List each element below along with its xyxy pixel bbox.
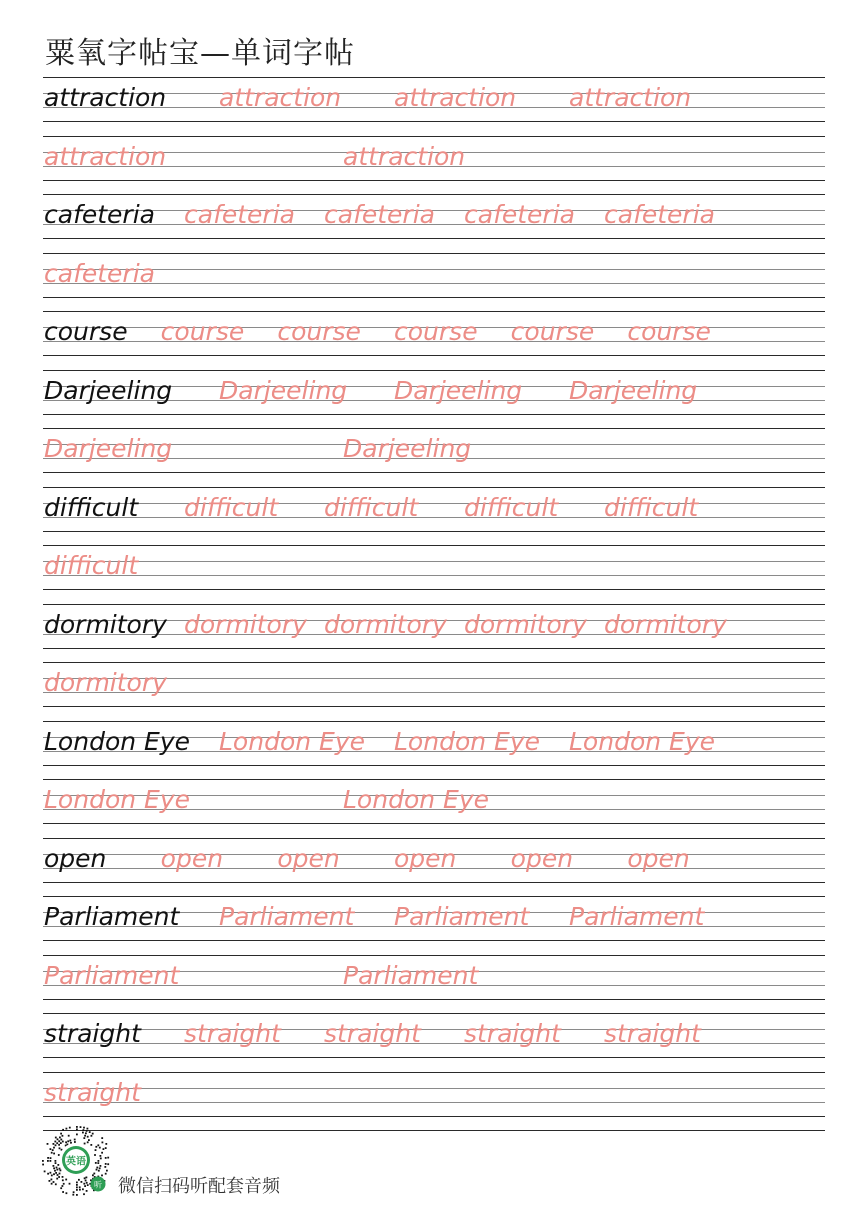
ruling-line (43, 283, 825, 284)
ruling-line (43, 648, 825, 649)
model-word: Parliament (44, 902, 180, 931)
trace-word: difficult (44, 551, 139, 580)
ruling-line (43, 721, 825, 722)
ruling-line (43, 999, 825, 1000)
practice-row (43, 604, 825, 663)
trace-word: London Eye (343, 785, 489, 814)
trace-word: London Eye (569, 726, 715, 756)
practice-row (43, 545, 825, 604)
model-word: difficult (44, 492, 139, 522)
ruling-line (43, 370, 825, 371)
trace-word: difficult (464, 492, 559, 522)
ruling-line (43, 561, 825, 562)
ruling-line (43, 940, 825, 941)
ruling-line (43, 194, 825, 195)
qr-badge-text: 英语 (66, 1156, 86, 1168)
ruling-line (43, 1088, 825, 1089)
trace-word: Darjeeling (44, 434, 173, 463)
trace-word: difficult (184, 492, 279, 522)
ruling-line (43, 604, 825, 605)
trace-word: straight (44, 1077, 141, 1107)
ruling-line (43, 1029, 825, 1030)
trace-word: Parliament (44, 960, 180, 990)
ruling-line (43, 823, 825, 824)
practice-row (43, 311, 825, 370)
trace-word: course (160, 317, 245, 346)
practice-row (43, 487, 825, 546)
ruling-line (43, 955, 825, 956)
ruling-line (43, 838, 825, 839)
trace-word: cafeteria (184, 200, 295, 229)
ruling-line (43, 706, 825, 707)
model-word: dormitory (44, 609, 167, 639)
trace-word: open (394, 843, 457, 873)
practice-row (43, 77, 825, 136)
ruling-line (43, 1116, 825, 1117)
model-word: attraction (44, 83, 167, 112)
ruling-line (43, 487, 825, 488)
model-word: cafeteria (44, 200, 155, 229)
ruling-line (43, 238, 825, 239)
practice-row (43, 955, 825, 1014)
practice-row (43, 896, 825, 955)
practice-row (43, 370, 825, 429)
ruling-line (43, 575, 825, 576)
trace-word: cafeteria (44, 258, 155, 288)
practice-row (43, 253, 825, 312)
trace-word: Darjeeling (343, 434, 472, 463)
trace-word: straight (184, 1019, 281, 1048)
practice-row (43, 721, 825, 780)
trace-word: cafeteria (324, 200, 435, 229)
trace-word: dormitory (464, 609, 587, 639)
trace-word: open (160, 843, 224, 873)
trace-word: open (627, 843, 690, 873)
trace-word: London Eye (219, 726, 365, 756)
trace-word: dormitory (604, 609, 727, 639)
trace-word: course (277, 317, 361, 346)
practice-row (43, 779, 825, 838)
ruling-line (43, 1013, 825, 1014)
ruling-line (43, 1057, 825, 1058)
ruling-line (43, 355, 825, 356)
ruling-line (43, 121, 825, 122)
ruling-line (43, 77, 825, 78)
trace-word: difficult (604, 492, 699, 522)
trace-word: open (277, 843, 340, 873)
trace-word: dormitory (44, 668, 167, 697)
ruling-line (43, 896, 825, 897)
trace-word: open (510, 843, 574, 873)
model-word: London Eye (44, 726, 190, 756)
trace-word: straight (604, 1019, 701, 1048)
trace-word: Darjeeling (394, 375, 523, 405)
trace-word: Parliament (343, 960, 479, 990)
trace-word: cafeteria (604, 200, 715, 229)
trace-word: dormitory (324, 609, 447, 639)
ruling-line (43, 779, 825, 780)
trace-word: attraction (219, 83, 342, 112)
footer (40, 1126, 360, 1206)
trace-word: Darjeeling (219, 375, 348, 405)
model-word: course (44, 317, 128, 346)
ruling-line (43, 269, 825, 270)
practice-sheet (43, 77, 825, 1130)
practice-row (43, 194, 825, 253)
trace-word: London Eye (394, 726, 540, 756)
practice-row (43, 428, 825, 487)
ruling-line (43, 1102, 825, 1103)
trace-word: attraction (394, 83, 517, 112)
ruling-line (43, 253, 825, 254)
trace-word: course (627, 317, 711, 346)
trace-word: attraction (44, 141, 167, 171)
trace-word: Darjeeling (569, 375, 698, 405)
trace-word: Parliament (219, 902, 355, 931)
ruling-line (43, 662, 825, 663)
ruling-line (43, 414, 825, 415)
practice-row (43, 838, 825, 897)
ruling-line (43, 545, 825, 546)
page-title: 粟氧字帖宝—单词字帖 (45, 36, 355, 71)
trace-word: Parliament (394, 902, 530, 931)
ruling-line (43, 1043, 825, 1044)
trace-word: straight (324, 1019, 421, 1048)
trace-word: attraction (569, 83, 692, 112)
ruling-line (43, 882, 825, 883)
model-word: straight (44, 1019, 141, 1048)
ruling-line (43, 1072, 825, 1073)
ruling-line (43, 428, 825, 429)
trace-word: cafeteria (464, 200, 575, 229)
ruling-line (43, 311, 825, 312)
ruling-line (43, 503, 825, 504)
trace-word: London Eye (44, 785, 190, 814)
ruling-line (43, 589, 825, 590)
practice-row (43, 1072, 825, 1131)
trace-word: dormitory (184, 609, 307, 639)
ruling-line (43, 765, 825, 766)
trace-word: course (394, 317, 478, 346)
ruling-line (43, 297, 825, 298)
trace-word: straight (464, 1019, 561, 1048)
practice-row (43, 136, 825, 195)
footer-caption: 微信扫码听配套音频 (118, 1176, 280, 1197)
ruling-line (43, 517, 825, 518)
qr-code-icon (40, 1126, 112, 1198)
qr-corner-text: 听 (94, 1180, 102, 1190)
ruling-line (43, 180, 825, 181)
model-word: open (44, 843, 107, 873)
model-word: Darjeeling (44, 375, 173, 405)
trace-word: attraction (343, 141, 466, 171)
trace-word: Parliament (569, 902, 705, 931)
practice-row (43, 662, 825, 721)
ruling-line (43, 136, 825, 137)
trace-word: difficult (324, 492, 419, 522)
ruling-line (43, 472, 825, 473)
trace-word: course (510, 317, 595, 346)
practice-row (43, 1013, 825, 1072)
ruling-line (43, 531, 825, 532)
